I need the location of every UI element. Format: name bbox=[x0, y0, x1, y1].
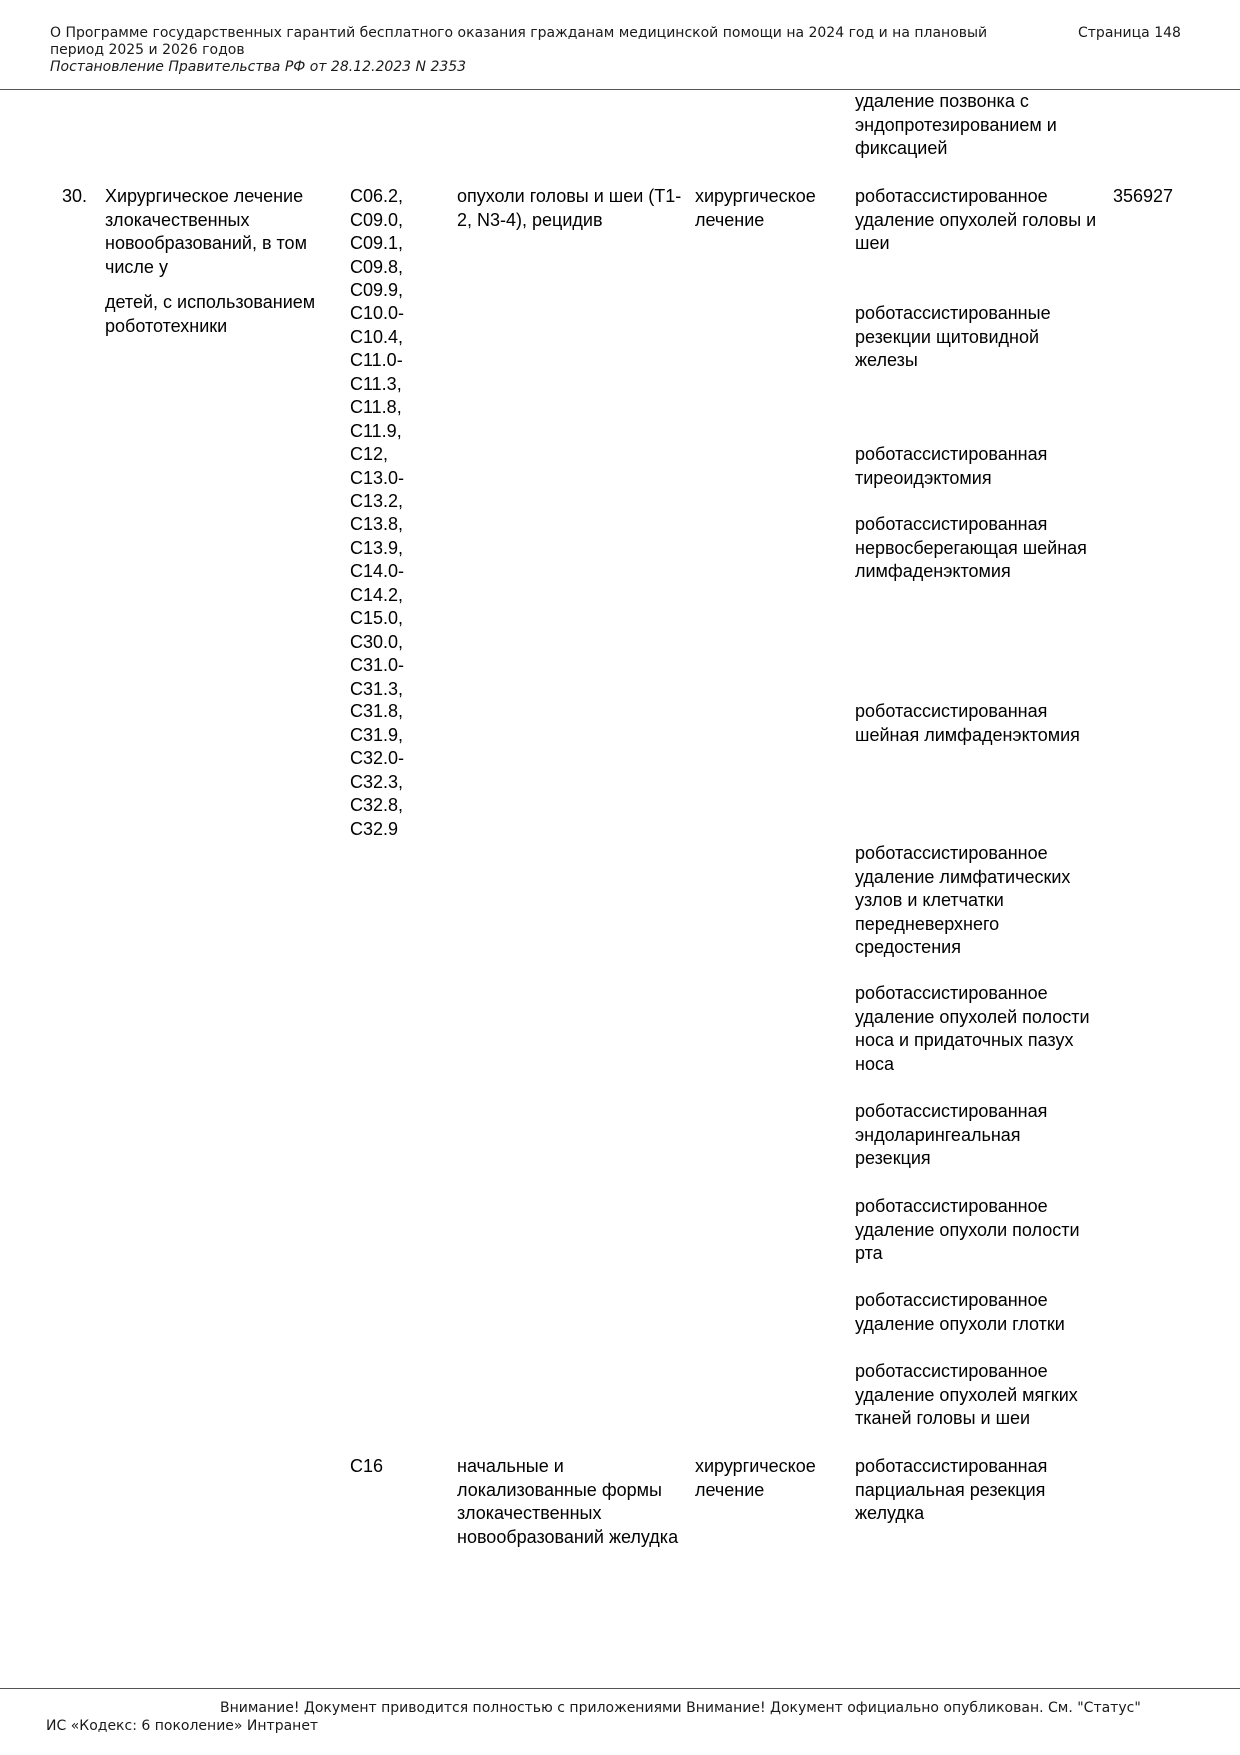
icd-codes: C06.2, C09.0, C09.1, C09.8, C09.9, bbox=[350, 186, 404, 300]
treatment-method: роботассистированные резекции щитовидной железы bbox=[855, 303, 1051, 370]
icd-codes: C10.0- C10.4, C11.0- C11.3, C11.8, C11.9, bbox=[350, 303, 405, 441]
icd-codes: C13.8, C13.9, C14.0- C14.2, C15.0, C30.0, C31.0- C31.3, bbox=[350, 514, 405, 699]
document-title: О Программе государственных гарантий бесплатного оказания гражданам медицинской помощи на 2024 год и на плановый период 2025 и 2026 годов bbox=[50, 25, 988, 58]
care-type-name-part1: Хирургическое лечение злокачественных новообразований, в том числе у bbox=[105, 186, 307, 277]
footer-divider bbox=[0, 1688, 1240, 1689]
patient-model: начальные и локализованные формы злокачественных новообразований желудка bbox=[457, 1456, 679, 1547]
treatment-method: роботассистированное удаление опухолей головы и шеи bbox=[855, 186, 1097, 253]
icd-codes: C16 bbox=[350, 1456, 384, 1476]
treatment-method: роботассистированная нервосберегающая шейная лимфаденэктомия bbox=[855, 514, 1087, 581]
icd-codes: C31.8, C31.9, C32.0- C32.3, C32.8, C32.9 bbox=[350, 701, 405, 839]
treatment-method: роботассистированная эндоларингеальная резекция bbox=[855, 1101, 1048, 1168]
treatment-method: роботассистированное удаление опухолей полости носа и придаточных пазух носа bbox=[855, 983, 1090, 1074]
treatment-method: роботассистированное удаление опухолей мягких тканей головы и шеи bbox=[855, 1361, 1078, 1428]
system-label: ИС «Кодекс: 6 поколение» Интранет bbox=[46, 1718, 319, 1734]
treatment-method: роботассистированная парциальная резекция желудка bbox=[855, 1456, 1048, 1523]
cost-value: 356927 bbox=[1113, 186, 1174, 206]
status-notice: Внимание! Документ приводится полностью с приложениями Внимание! Документ официально опубликован. См. "Статус" bbox=[220, 1700, 1141, 1716]
patient-model: опухоли головы и шеи (T1-2, N3-4), рецидив bbox=[457, 186, 682, 230]
treatment-method: роботассистированное удаление опухоли глотки bbox=[855, 1290, 1065, 1334]
page-number: Страница 148 bbox=[1078, 25, 1181, 41]
treatment-method: роботассистированная тиреоидэктомия bbox=[855, 444, 1048, 488]
treatment-method: роботассистированное удаление лимфатических узлов и клетчатки передневерхнего средостения bbox=[855, 843, 1071, 957]
icd-codes: C12, C13.0- C13.2, bbox=[350, 444, 405, 511]
treatment-kind: хирургическое лечение bbox=[695, 186, 816, 230]
treatment-method: роботассистированная шейная лимфаденэктомия bbox=[855, 701, 1080, 745]
document-subtitle: Постановление Правительства РФ от 28.12.2023 N 2353 bbox=[50, 59, 467, 75]
method-continuation: удаление позвонка с эндопротезированием и фиксацией bbox=[855, 91, 1057, 158]
care-type-name-part2: детей, с использованием робототехники bbox=[105, 292, 316, 336]
treatment-kind: хирургическое лечение bbox=[695, 1456, 816, 1500]
row-number: 30. bbox=[62, 186, 88, 206]
treatment-method: роботассистированное удаление опухоли полости рта bbox=[855, 1196, 1080, 1263]
